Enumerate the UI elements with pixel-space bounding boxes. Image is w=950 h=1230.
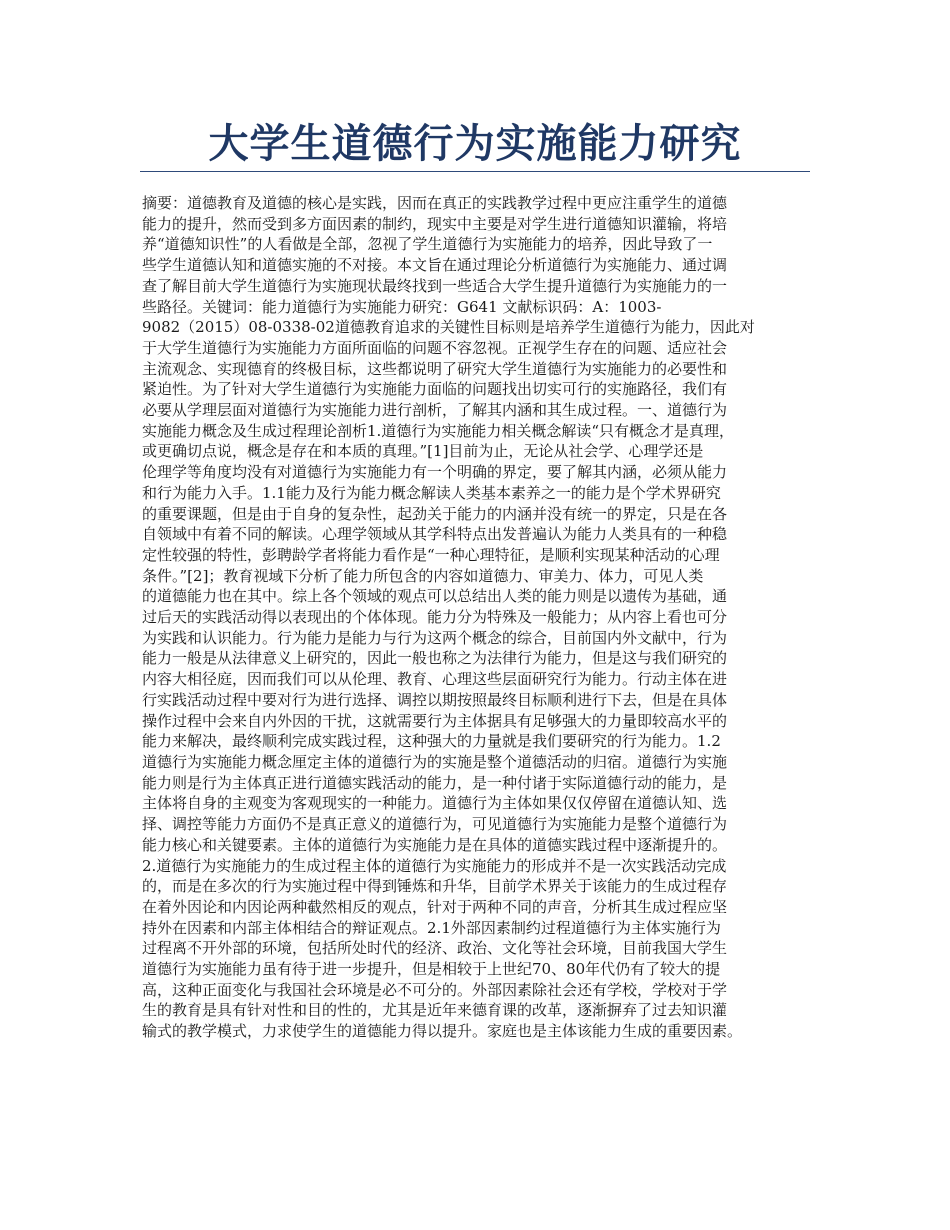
document-body: 摘要：道德教育及道德的核心是实践，因而在真正的实践教学过程中更应注重学生的道德 能力的提升，然而受到多方面因素的制约，现实中主要是对学生进行道德知识灌输，将培 养“道德知识性”的人看做是全部，忽视了学生道德行为实施能力的培养，因此导致了一 些学生道德认知和道德实施的不对接。本文旨在通过理论分析道德行为实施能力、通过调 查了解目前大学生道德行为实施现状最终找到一些适合大学生提升道德行为实施能力的一 些路径。关键词：能力道德行为实施能力研究：G641 文献标识码：A：1003- 9082（2015）08-0338-02道德教育追求的关键性目标则是培养学生道德行为能力，因此对 于大学生道德行为实施能力方面所面临的问题不容忽视。正视学生存在的问题、适应社会 主流观念、实现德育的终极目标，这些都说明了研究大学生道德行为实施能力的必要性和 紧迫性。为了针对大学生道德行为实施能力面临的问题找出切实可行的实施路径，我们有 必要从学理层面对道德行为实施能力进行剖析，了解其内涵和其生成过程。一、道德行为 实施能力概念及生成过程理论剖析1.道德行为实施能力相关概念解读“只有概念才是真理， 或更确切点说，概念是存在和本质的真理。”[1]目前为止，无论从社会学、心理学还是 伦理学等角度均没有对道德行为实施能力有一个明确的界定，要了解其内涵，必须从能力 和行为能力入手。1.1能力及行为能力概念解读人类基本素养之一的能力是个学术界研究 的重要课题，但是由于自身的复杂性，起劲关于能力的内涵并没有统一的界定，只是在各 自领域中有着不同的解读。心理学领域从其学科特点出发普遍认为能力人类具有的一种稳 定性较强的特性，彭聘龄学者将能力看作是“一种心理特征，是顺利实现某种活动的心理 条件。”[2]；教育视域下分析了能力所包含的内容如道德力、审美力、体力，可见人类 的道德能力也在其中。综上各个领域的观点可以总结出人类的能力则是以遗传为基础，通 过后天的实践活动得以表现出的个体体现。能力分为特殊及一般能力；从内容上看也可分 为实践和认识能力。行为能力是能力与行为这两个概念的综合，目前国内外文献中，行为 能力一般是从法律意义上研究的，因此一般也称之为法律行为能力，但是这与我们研究的 内容大相径庭，因而我们可以从伦理、教育、心理这些层面研究行为能力。行动主体在进 行实践活动过程中要对行为进行选择、调控以期按照最终目标顺利进行下去，但是在具体 操作过程中会来自内外因的干扰，这就需要行为主体据具有足够强大的力量即较高水平的 能力来解决，最终顺利完成实践过程，这种强大的力量就是我们要研究的行为能力。1.2 道德行为实施能力概念厘定主体的道德行为的实施是整个道德活动的归宿。道德行为实施 能力则是行为主体真正进行道德实践活动的能力，是一种付诸于实际道德行动的能力，是 主体将自身的主观变为客观现实的一种能力。道德行为主体如果仅仅停留在道德认知、选 择、调控等能力方面仍不是真正意义的道德行为，可见道德行为实施能力是整个道德行为 能力核心和关键要素。主体的道德行为实施能力是在具体的道德实践过程中逐渐提升的。 2.道德行为实施能力的生成过程主体的道德行为实施能力的形成并不是一次实践活动完成 的，而是在多次的行为实施过程中得到锤炼和升华，目前学术界关于该能力的生成过程存 在着外因论和内因论两种截然相反的观点，针对于两种不同的声音，分析其生成过程应坚 持外在因素和内部主体相结合的辩证观点。2.1外部因素制约过程道德行为主体实施行为 过程离不开外部的环境，包括所处时代的经济、政治、文化等社会环境，目前我国大学生 道德行为实施能力虽有待于进一步提升，但是相较于上世纪70、80年代仍有了较大的提 高，这种正面变化与我国社会环境是必不可分的。外部因素除社会还有学校，学校对于学 生的教育是具有针对性和目的性的，尤其是近年来德育课的改革，逐渐摒弃了过去知识灌 输式的教学模式，力求使学生的道德能力得以提升。家庭也是主体该能力生成的重要因素。 bbox=[142, 194, 755, 1041]
title-divider bbox=[140, 171, 810, 172]
document-title: 大学生道德行为实施能力研究 bbox=[208, 121, 742, 167]
